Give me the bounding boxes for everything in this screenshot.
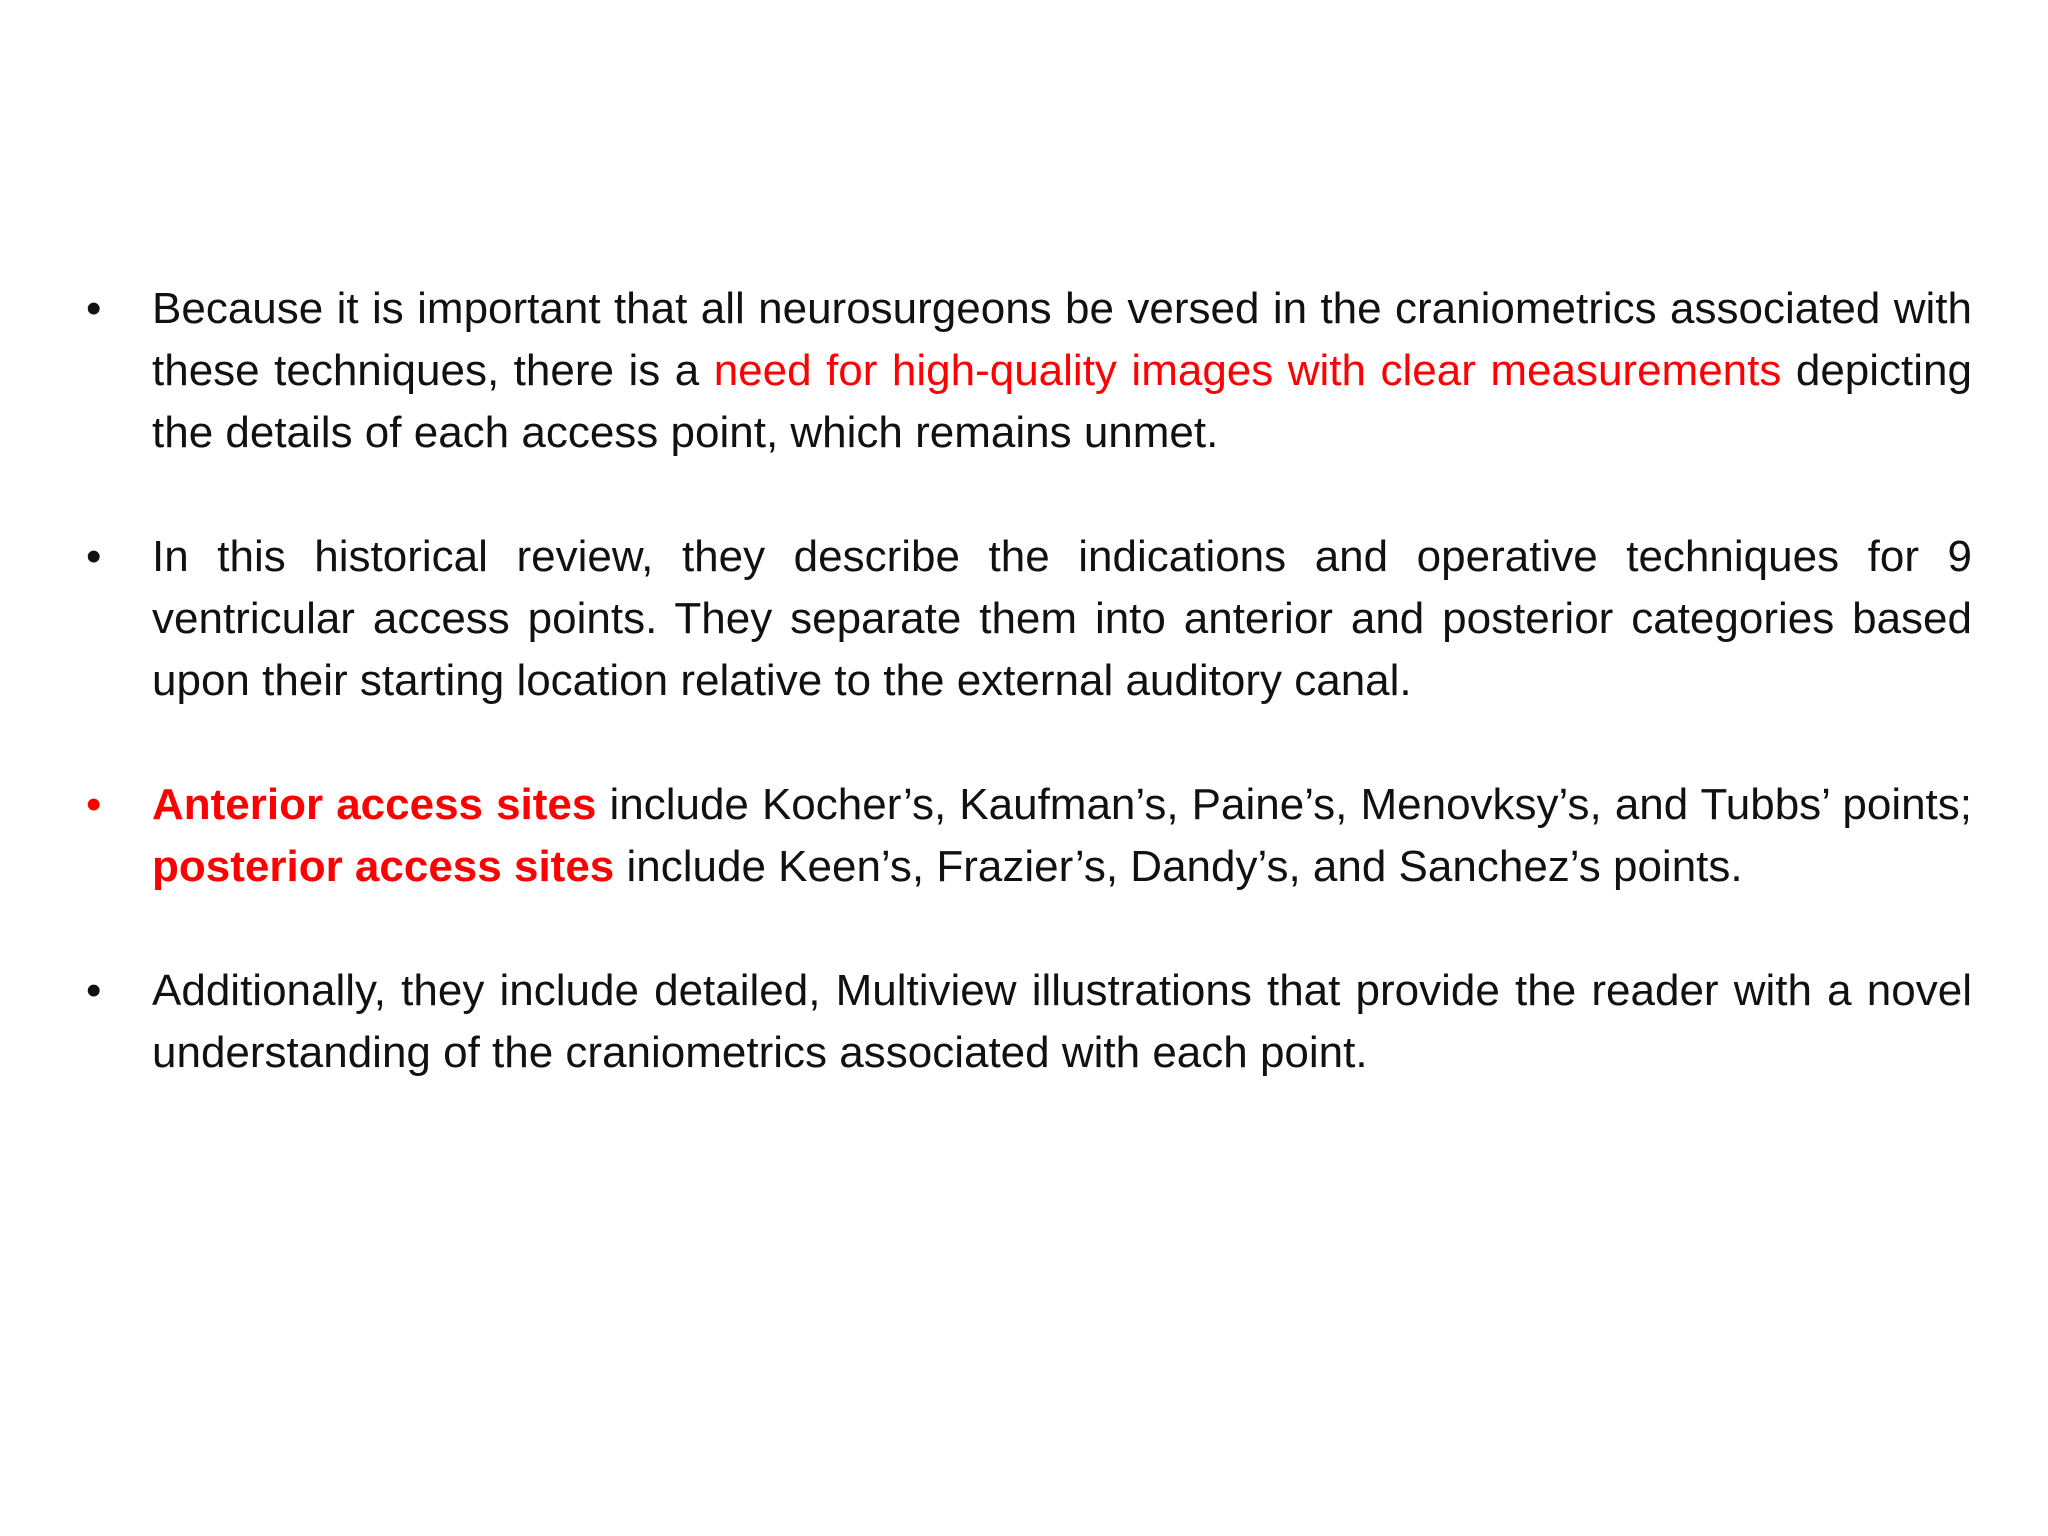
bullet-item-3 (82, 774, 1972, 898)
bullet-icon: • (86, 532, 102, 581)
bullet-2-text: In this historical review, they describe the indications and operative techniques for 9 ventricular access points. They separate them into anterior and posterior categories based upon their starting location relative to the external auditory canal. (152, 532, 1972, 705)
bullet-3-highlight-posterior: posterior access sites (152, 842, 615, 891)
bullet-1-highlight: need for high-quality images with clear measurements (713, 346, 1782, 395)
bullet-3-text-end: include Keen’s, Frazier’s, Dandy’s, and Sanchez’s points. (614, 842, 1743, 891)
bullet-3-highlight-anterior: Anterior access sites (152, 780, 597, 829)
bullet-icon: • (86, 284, 102, 333)
bullet-list (82, 278, 1972, 1084)
bullet-item-4 (82, 960, 1972, 1084)
bullet-item-1 (82, 278, 1972, 464)
bullet-item-2 (82, 526, 1972, 712)
bullet-icon: • (86, 966, 102, 1015)
bullet-1-text: Because it is important that all neurosurgeons be versed in the craniometrics associated with these techniques, there is a (152, 284, 1972, 395)
bullet-1-text-end: depicting the details of each access point, which remains unmet. (152, 346, 1972, 457)
bullet-3-text: include Kocher’s, Kaufman’s, Paine’s, Menovksy’s, and Tubbs’ points; (596, 780, 1973, 829)
bullet-4-text: Additionally, they include detailed, Multiview illustrations that provide the reader with a novel understanding of the craniometrics associated with each point. (152, 966, 1972, 1077)
bullet-icon: • (86, 780, 102, 829)
